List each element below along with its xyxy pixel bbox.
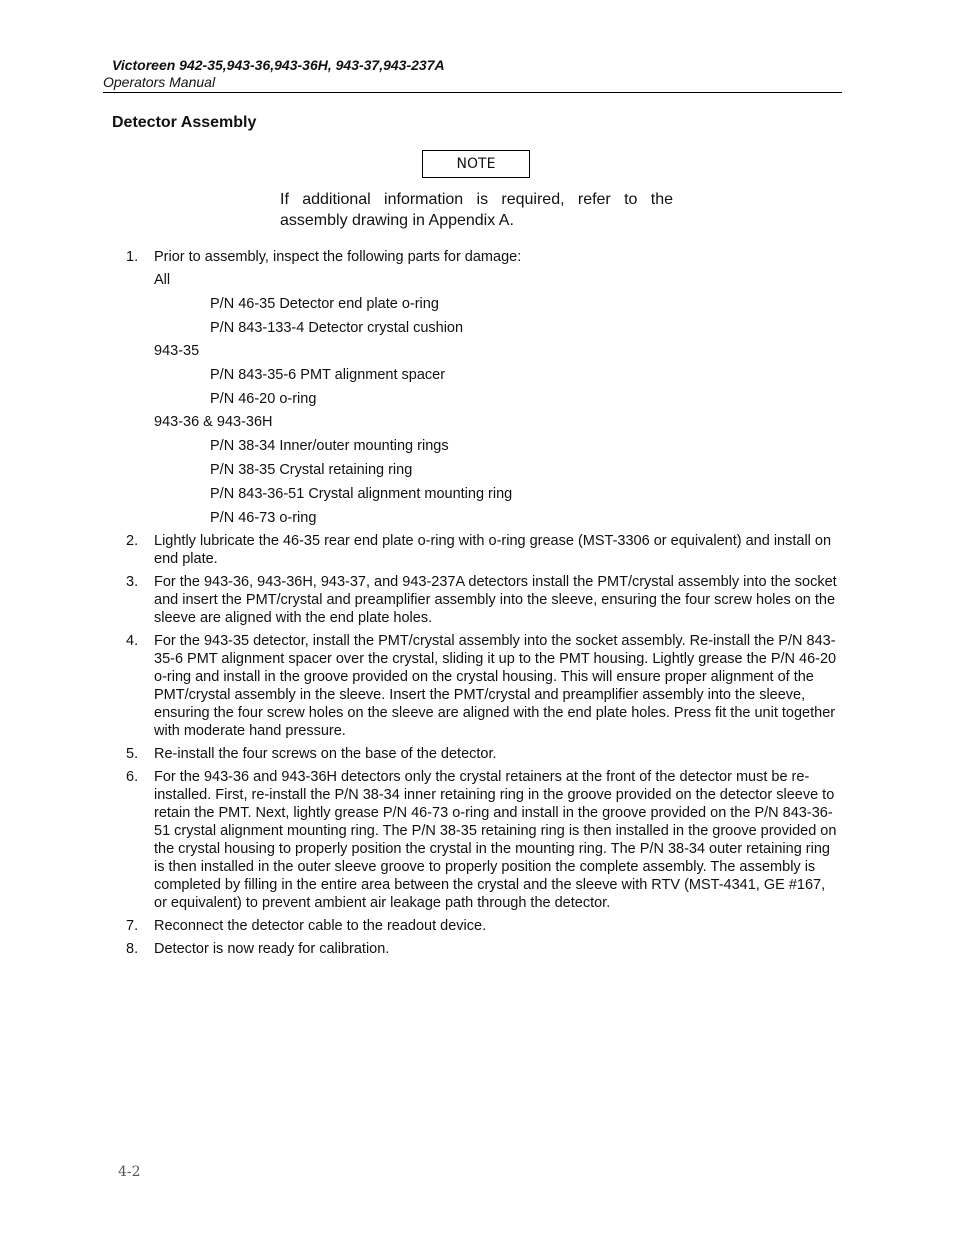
step-number: 7.	[126, 918, 139, 934]
parts-group-label: 943-35	[154, 343, 200, 359]
step-3	[112, 573, 842, 627]
part-item: P/N 843-36-51 Crystal alignment mounting ring	[210, 486, 513, 502]
step-5	[112, 745, 842, 763]
step-1	[112, 248, 842, 527]
part-item: P/N 843-35-6 PMT alignment spacer	[210, 367, 446, 383]
page-number: 4-2	[118, 1164, 141, 1180]
step-number: 5.	[126, 746, 139, 762]
part-item: P/N 38-34 Inner/outer mounting rings	[210, 438, 449, 454]
document-title: Victoreen 942-35,943-36,943-36H, 943-37,943-237A	[112, 57, 445, 73]
parts-group-label: 943-36 & 943-36H	[154, 414, 273, 430]
step-7	[112, 917, 842, 935]
note-label-box	[422, 150, 530, 178]
step-number: 2.	[126, 533, 139, 549]
step-text: For the 943-36, 943-36H, 943-37, and 943-237A detectors install the PMT/crystal assembly into the socket and insert the PMT/crystal and preamplifier assembly into the sleeve, ensuring the four screw holes on the sleeve are aligned with the end plate holes.	[154, 574, 837, 626]
part-item: P/N 38-35 Crystal retaining ring	[210, 462, 413, 478]
parts-group-label: All	[154, 272, 171, 288]
step-text: Prior to assembly, inspect the following parts for damage:	[154, 249, 522, 265]
step-number: 1.	[126, 249, 139, 265]
part-item: P/N 46-20 o-ring	[210, 391, 317, 407]
step-4	[112, 632, 842, 740]
step-text: Reconnect the detector cable to the readout device.	[154, 918, 487, 934]
assembly-steps-list	[112, 248, 842, 963]
step-text: For the 943-36 and 943-36H detectors only the crystal retainers at the front of the detector must be re-installed. First, re-install the P/N 38-34 inner retaining ring in the groove provided on the detector sleeve to retain the PMT. Next, lightly grease P/N 46-73 o-ring and install in the groove provided on the P/N 843-36-51 crystal alignment mounting ring. The P/N 38-35 retaining ring is then installed in the groove provided on the crystal housing to properly position the crystal in the mounting ring. The P/N 38-34 outer retaining ring is then installed in the outer sleeve groove to properly position the complete assembly. The assembly is completed by filling in the entire area between the crystal and the sleeve with RTV (MST-4341, GE #167, or equivalent) to prevent ambient air leakage path through the detector.	[154, 769, 837, 911]
part-item: P/N 46-73 o-ring	[210, 510, 317, 526]
step-number: 6.	[126, 769, 139, 785]
document-subtitle: Operators Manual	[103, 74, 216, 90]
step-2	[112, 532, 842, 568]
part-item: P/N 843-133-4 Detector crystal cushion	[210, 320, 464, 336]
note-label: NOTE	[456, 156, 496, 172]
page-header	[103, 57, 842, 93]
step-number: 3.	[126, 574, 139, 590]
step-text: Detector is now ready for calibration.	[154, 941, 390, 957]
note-text: If additional information is required, refer to the assembly drawing in Appendix A.	[280, 191, 673, 229]
step-text: For the 943-35 detector, install the PMT/crystal assembly into the socket assembly. Re-install the P/N 843-35-6 PMT alignment spacer over the crystal, sliding it up to the PMT housing. Lightly grease the P/N 46-20 o-ring and install in the groove provided on the crystal housing. This will ensure proper alignment of the PMT/crystal assembly in the sleeve. Insert the PMT/crystal and preamplifier assembly into the sleeve, ensuring the four screw holes on the sleeve are aligned with the end plate holes. Press fit the unit together with moderate hand pressure.	[154, 633, 837, 739]
step-6	[112, 768, 842, 912]
step-number: 4.	[126, 633, 139, 649]
step-text: Re-install the four screws on the base of the detector.	[154, 746, 497, 762]
step-8	[112, 940, 842, 958]
step-text: Lightly lubricate the 46-35 rear end plate o-ring with o-ring grease (MST-3306 or equivalent) and install on end plate.	[154, 533, 832, 567]
section-heading: Detector Assembly	[112, 114, 257, 131]
step-number: 8.	[126, 941, 139, 957]
part-item: P/N 46-35 Detector end plate o-ring	[210, 296, 439, 312]
